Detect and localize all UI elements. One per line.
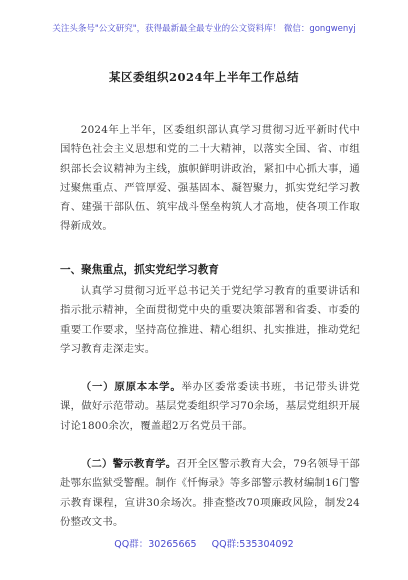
qq-group-2: QQ群:535304092 [211,539,294,550]
subsection-heading-2: （二）警示教育学。 [80,458,177,470]
subsection-heading-1: （一）原原本本学。 [80,381,182,393]
qq-group-1: QQ群：30265665 [114,539,197,550]
document-title: 某区委组织2024年上半年工作总结 [108,70,299,84]
subsection-body-2: 召开全区警示教育大会，79名领导干部赴鄂东监狱受警醒。制作《忏悔录》等多部警示教材编制16门警示教育课程，宣讲30余场次。排查整改70项廉政风险，制发24份整改文书。 [60,458,360,528]
footer-contact [0,536,408,550]
subsection-body-1: 举办区委常委读书班，书记带头讲党课，做好示范带动。基层党委组织学习70余场，基层党组织开展讨论1800余次，覆盖超2万名党员干部。 [60,381,360,432]
subsection-paragraph-1 [60,378,360,436]
section-heading: 一、聚焦重点，抓实党纪学习教育 [60,264,219,276]
subsection-paragraph-2 [60,455,360,532]
intro-paragraph: 2024年上半年，区委组织部认真学习贯彻习近平新时代中国特色社会主义思想和党的二十大精神，以落实全国、省、市组织部长会议精神为主线，旗帜鲜明讲政治，紧扣中心抓大事，通过聚焦重点、严管厚爱、强基固本、凝智聚力，抓实党纪学习教育、建强干部队伍、筑牢战斗堡垒构筑人才高地，使各项工作取得新成效。 [60,124,360,233]
section-paragraph: 认真学习贯彻习近平总书记关于党纪学习教育的重要讲话和指示批示精神，全面贯彻党中央的重要决策部署和省委、市委的重要工作要求，坚持高位推进、精心组织、扎实推进，推动党纪学习教育走深走实。 [60,285,360,355]
promo-banner: 关注头条号"公文研究"，获得最新最全最专业的公文资料库！ 微信：gongwenyj [52,24,356,34]
